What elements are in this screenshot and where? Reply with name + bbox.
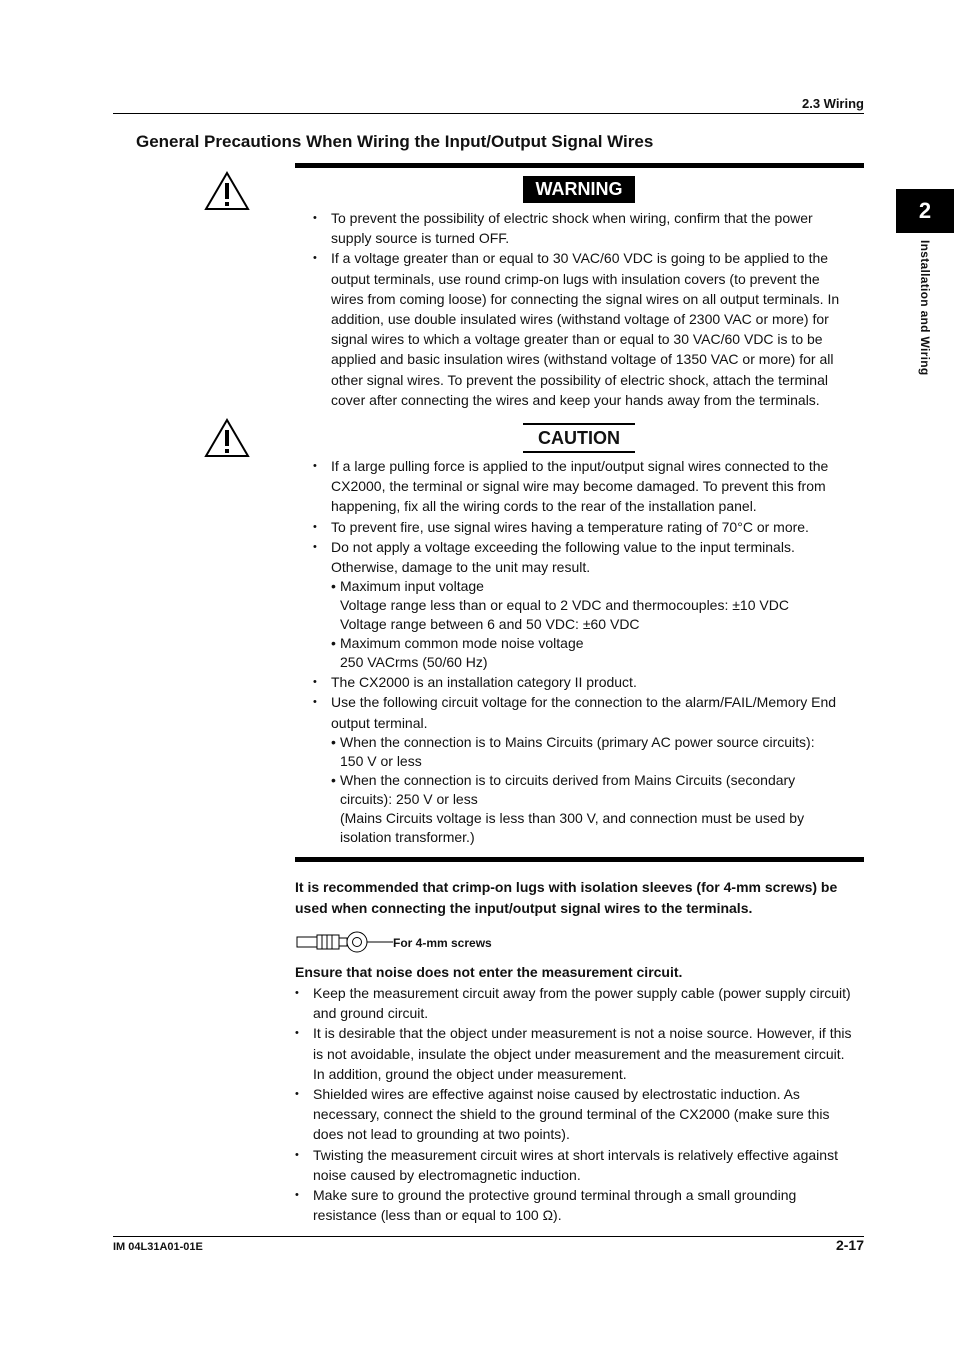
list-item: • To prevent fire, use signal wires having a temperature rating of 70°C or more. <box>295 517 855 537</box>
caution-bottom-bar <box>295 857 864 862</box>
warning-top-bar <box>295 163 864 168</box>
list-item: • It is desirable that the object under measurement is not a noise source. However, if this is not avoidable, insulate the object under measurement and the measurement circuit. In addition, ground the object under measurement. <box>295 1023 858 1084</box>
chapter-label: Installation and Wiring <box>918 240 932 376</box>
warning-badge: WARNING <box>523 176 635 203</box>
list-item-text: Do not apply a voltage exceeding the following value to the input terminals. Otherwise, damage to the unit may result. <box>331 538 795 576</box>
noise-list <box>295 983 858 1225</box>
list-item: • If a voltage greater than or equal to 30 VAC/60 VDC is going to be applied to the output terminals, use round crimp-on lugs with insulation covers (to prevent the wires from coming loose) for connecting the signal wires on all output terminals. In addition, use double insulated wires (withstand voltage of 2300 VAC or more) for signal wires to which a voltage greater than or equal to 30 VAC/60 VDC is to be applied and basic insulation wires (withstand voltage of 1350 VAC or more) for all other signal wires. To prevent the possibility of electric shock, attach the terminal cover after connecting the wires and keep your hands away from the terminals. <box>295 248 855 410</box>
sub-bullet: • <box>331 578 336 595</box>
sub-bullet: • <box>331 733 336 750</box>
sub-item-line: Voltage range less than or equal to 2 VDC and thermocouples: ±10 VDC <box>340 597 789 614</box>
noise-heading: Ensure that noise does not enter the measurement circuit. <box>295 964 683 980</box>
list-item-text: Use the following circuit voltage for the connection to the alarm/FAIL/Memory End output terminal. <box>331 694 837 731</box>
sub-item <box>331 733 855 771</box>
list-item: • To prevent the possibility of electric shock when wiring, confirm that the power supply source is turned OFF. <box>295 208 855 248</box>
crimp-lug-icon <box>295 930 393 954</box>
chapter-tab <box>896 189 954 233</box>
sub-item-title: Maximum common mode noise voltage <box>340 635 584 652</box>
sub-item <box>331 634 855 672</box>
warning-triangle-icon <box>204 171 250 211</box>
sub-item <box>331 577 855 634</box>
sub-item-line: Voltage range between 6 and 50 VDC: ±60 VDC <box>340 616 640 633</box>
caution-badge: CAUTION <box>523 423 635 453</box>
list-item <box>295 537 855 672</box>
sub-item-line: 150 V or less <box>340 752 422 769</box>
list-item: • Make sure to ground the protective ground terminal through a small grounding resistance (less than or equal to 100 Ω). <box>295 1185 858 1225</box>
caution-triangle-icon <box>204 418 250 458</box>
page-number: 2-17 <box>835 1237 864 1253</box>
document-id: IM 04L31A01-01E <box>113 1241 203 1253</box>
sub-item-line: (Mains Circuits voltage is less than 300 V, and connection must be used by <box>340 809 805 826</box>
recommendation-text: It is recommended that crimp-on lugs with isolation sleeves (for 4-mm screws) be used when connecting the input/output signal wires to the terminals. <box>295 879 838 916</box>
header-rule <box>113 113 864 114</box>
sub-item-title: When the connection is to Mains Circuits (primary AC power source circuits): <box>340 733 815 750</box>
page-title: General Precautions When Wiring the Input/Output Signal Wires <box>136 132 654 151</box>
list-item: • Keep the measurement circuit away from the power supply cable (power supply circuit) and ground circuit. <box>295 983 858 1023</box>
chapter-number: 2 <box>918 198 932 223</box>
warning-list <box>295 208 855 410</box>
list-item: • If a large pulling force is applied to the input/output signal wires connected to the CX2000, the terminal or signal wire may become damaged. To prevent this from happening, fix all the wiring cords to the rear of the installation panel. <box>295 456 855 517</box>
sub-item-line: 250 VACrms (50/60 Hz) <box>340 654 488 671</box>
list-item: • Shielded wires are effective against noise caused by electrostatic induction. As necessary, connect the shield to the ground terminal of the CX2000 (make sure this does not lead to grounding at two points). <box>295 1084 858 1145</box>
list-item: • Twisting the measurement circuit wires at short intervals is relatively effective against noise caused by electromagnetic induction. <box>295 1145 858 1185</box>
sub-item-line: isolation transformer.) <box>340 828 475 845</box>
sub-item-line: circuits): 250 V or less <box>340 790 478 807</box>
list-item: • The CX2000 is an installation category II product. <box>295 672 855 692</box>
lug-label: For 4-mm screws <box>393 936 492 950</box>
sub-bullet: • <box>331 635 336 652</box>
sub-item <box>331 771 855 847</box>
sub-item-title: When the connection is to circuits derived from Mains Circuits (secondary <box>340 771 796 788</box>
sub-item-title: Maximum input voltage <box>340 578 484 595</box>
footer-rule <box>113 1236 864 1237</box>
list-item <box>295 692 855 846</box>
caution-list <box>295 456 855 847</box>
section-heading: 2.3 Wiring <box>801 96 864 111</box>
sub-bullet: • <box>331 771 336 788</box>
